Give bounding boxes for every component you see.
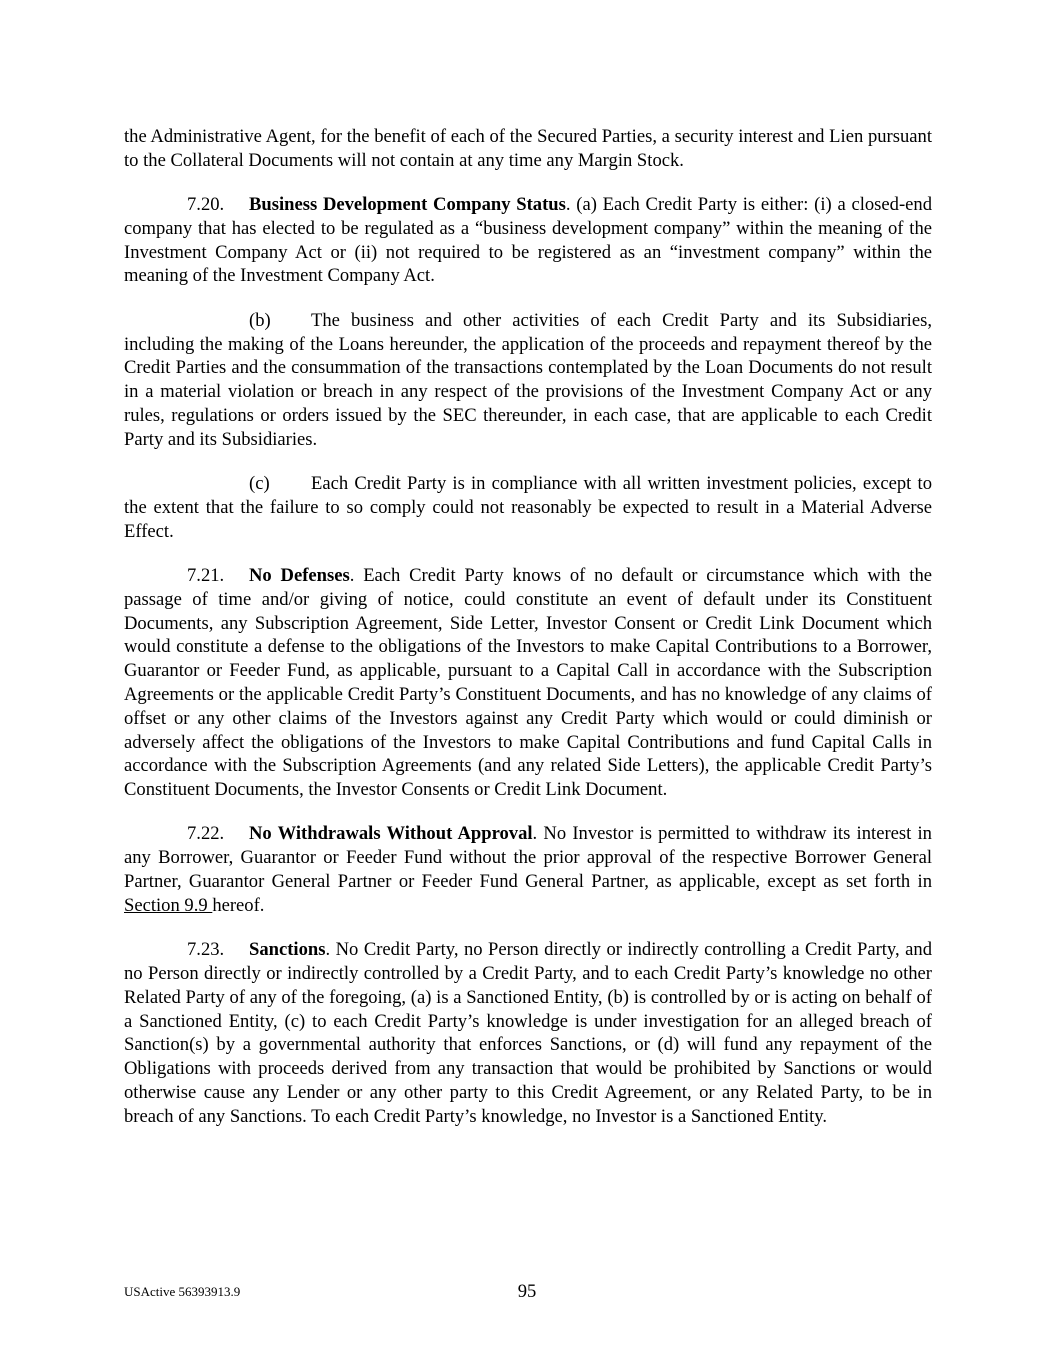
section-7-20	[124, 193, 932, 288]
section-7-20-b	[124, 309, 932, 452]
section-heading: No Withdrawals Without Approval	[249, 823, 533, 845]
section-7-23	[124, 938, 932, 1128]
subsection-text: The business and other activities of each Credit Party and its Subsidiaries, including the making of the Loans hereunder, the application of the proceeds and repayment thereof by the Credit Parties and the consummation of the transactions contemplated by the Loan Documents do not result in a material violation or breach in any respect of the provisions of the Investment Company Act or any rules, regulations or orders issued by the SEC thereunder, in each case, that are applicable to each Credit Party and its Subsidiaries.	[124, 309, 932, 450]
section-text: . No Credit Party, no Person directly or indirectly controlling a Credit Party, and no Person directly or indirectly controlled by a Credit Party, and to each Credit Party’s knowledge no other Related Party of any of the foregoing, (a) is a Sanctioned Entity, (b) is controlled by or is acting on behalf of a Sanctioned Entity, (c) to each Credit Party’s knowledge is under investigation for an alleged breach of Sanction(s) by a governmental authority that enforces Sanctions, or (d) will fund any repayment of the Obligations with proceeds derived from any transaction that would be prohibited by Sanctions or would otherwise cause any Lender or any other party to this Credit Agreement, or any Related Party, to be in breach of any Sanctions. To each Credit Party’s knowledge, no Investor is a Sanctioned Entity.	[124, 939, 932, 1127]
section-text: . (a) Each Credit Party is either: (i) a closed-end company that has elected to be regulated as a “business development company” within the meaning of the Investment Company Act or (ii) not required to be registered as an “investment company” within the meaning of the Investment Company Act.	[124, 194, 932, 287]
subsection-label: (b)	[249, 309, 271, 331]
section-number: 7.22.	[187, 823, 225, 845]
section-number: 7.21.	[187, 564, 225, 586]
section-7-22	[124, 822, 932, 917]
subsection-text: Each Credit Party is in compliance with all written investment policies, except to the extent that the failure to so comply could not reasonably be expected to result in a Material Adverse Effect.	[124, 473, 932, 542]
footer-document-id: USActive 56393913.9	[124, 1284, 241, 1299]
subsection-label: (c)	[249, 473, 270, 495]
document-body	[124, 125, 932, 1149]
paragraph-continuation	[124, 125, 932, 173]
section-heading: No Defenses	[249, 564, 350, 586]
paragraph-text: the Administrative Agent, for the benefit of each of the Secured Parties, a security interest and Lien pursuant to the Collateral Documents will not contain at any time any Margin Stock.	[124, 126, 932, 171]
section-cross-reference-link[interactable]: Section 9.9	[124, 894, 213, 916]
section-text-end: hereof.	[212, 894, 265, 916]
page-number: 95	[517, 1281, 537, 1302]
section-text: . No Investor is permitted to withdraw its interest in any Borrower, Guarantor or Feeder Fund without the prior approval of the respective Borrower General Partner, Guarantor General Partner or Feeder Fund General Partner, as applicable, except as set forth in	[124, 823, 932, 893]
section-heading: Sanctions	[249, 939, 326, 961]
section-number: 7.20.	[187, 194, 225, 216]
section-7-20-c	[124, 472, 932, 543]
section-text: . Each Credit Party knows of no default or circumstance which with the passage of time and/or giving of notice, could constitute an event of default under its Constituent Documents, any Subscription Agreement, Side Letter, Investor Consent or Credit Link Document which would constitute a defense to the obligations of the Investors to make Capital Contributions to a Borrower, Guarantor or Feeder Fund, as applicable, pursuant to a Capital Call in accordance with the Subscription Agreements or the applicable Credit Party’s Constituent Documents, and has no knowledge of any claims of offset or any other claims of the Investors against any Credit Party which would or could diminish or adversely affect the obligations of the Investors to make Capital Contributions and fund Capital Calls in accordance with the Subscription Agreements (and any related Side Letters), the applicable Credit Party’s Constituent Documents, the Investor Consents or Credit Link Document.	[124, 564, 932, 801]
section-heading: Business Development Company Status	[249, 194, 566, 216]
section-number: 7.23.	[187, 939, 225, 961]
section-7-21	[124, 564, 932, 802]
